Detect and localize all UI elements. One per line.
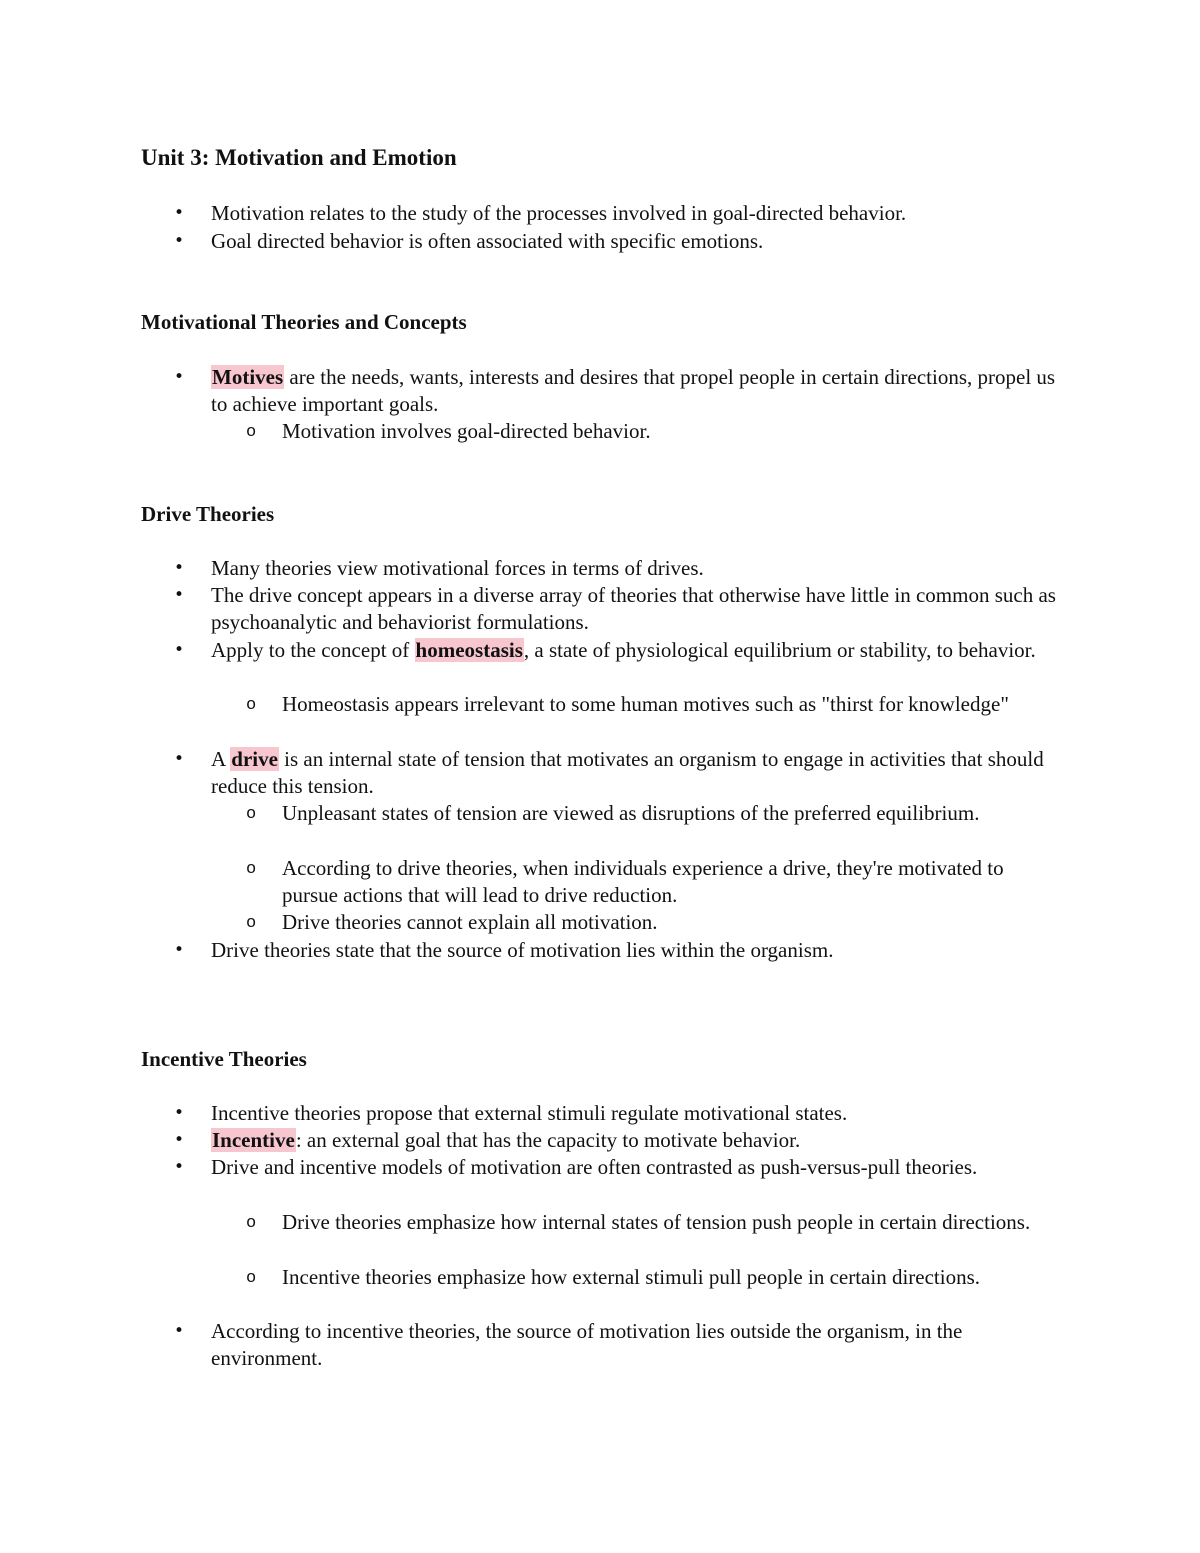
highlighted-term-homeostasis: homeostasis (415, 638, 523, 662)
section-heading-drive-theories: Drive Theories (141, 502, 275, 526)
bullet-text: is an internal state of tension that motivates an organism to engage in activities that should reduce this tension. (211, 747, 1044, 799)
incentive-bullet-source: • According to incentive theories, the source of motivation lies outside the organism, in the environment. (211, 1318, 1071, 1373)
drive-bullet-source: • Drive theories state that the source of motivation lies within the organism. (211, 937, 1071, 964)
highlighted-term-incentive: Incentive (212, 1128, 295, 1152)
highlighted-term-drive: drive (231, 747, 278, 771)
incentive-bullet-definition (211, 1127, 1071, 1154)
incentive-bullet-1: • Incentive theories propose that external stimuli regulate motivational states. (211, 1100, 1071, 1127)
section-heading-incentive-theories: Incentive Theories (141, 1047, 307, 1071)
bullet-text: Apply to the concept of (211, 638, 415, 662)
intro-bullet-2: • Goal directed behavior is often associated with specific emotions. (211, 228, 1071, 255)
drive-bullet-1: • Many theories view motivational forces in terms of drives. (211, 555, 1071, 582)
bullet-motives (211, 364, 1071, 419)
highlighted-term-motives: Motives (212, 365, 284, 389)
bullet-text: A (211, 747, 231, 771)
intro-bullet-1: • Motivation relates to the study of the processes involved in goal-directed behavior. (211, 200, 1071, 227)
bullet-text: , a state of physiological equilibrium or stability, to behavior. (523, 638, 1036, 662)
incentive-bullet-push-pull: • Drive and incentive models of motivation are often contrasted as push-versus-pull theories. (211, 1154, 1071, 1181)
sub-bullet-drive-push: o Drive theories emphasize how internal states of tension push people in certain directions. (282, 1209, 1062, 1236)
drive-bullet-2: • The drive concept appears in a diverse array of theories that otherwise have little in common such as psychoanalytic and behaviorist formulations. (211, 582, 1071, 637)
sub-bullet-cannot-explain: o Drive theories cannot explain all motivation. (282, 909, 1062, 936)
sub-bullet-goal-directed: o Motivation involves goal-directed behavior. (282, 418, 1062, 445)
sub-bullet-drive-reduction: o According to drive theories, when individuals experience a drive, they're motivated to pursue actions that will lead to drive reduction. (282, 855, 1062, 910)
drive-bullet-homeostasis (211, 637, 1071, 664)
sub-bullet-incentive-pull: o Incentive theories emphasize how external stimuli pull people in certain directions. (282, 1264, 1062, 1291)
sub-bullet-unpleasant-states: o Unpleasant states of tension are viewed as disruptions of the preferred equilibrium. (282, 800, 1062, 827)
section-heading-motivational-theories: Motivational Theories and Concepts (141, 310, 467, 334)
document-title: Unit 3: Motivation and Emotion (141, 145, 457, 170)
bullet-text: are the needs, wants, interests and desires that propel people in certain directions, propel us to achieve important goals. (211, 365, 1056, 417)
sub-bullet-homeostasis-irrelevant: o Homeostasis appears irrelevant to some human motives such as "thirst for knowledge" (282, 691, 1062, 718)
drive-bullet-drive-definition (211, 746, 1071, 801)
bullet-text: : an external goal that has the capacity to motivate behavior. (295, 1128, 801, 1152)
